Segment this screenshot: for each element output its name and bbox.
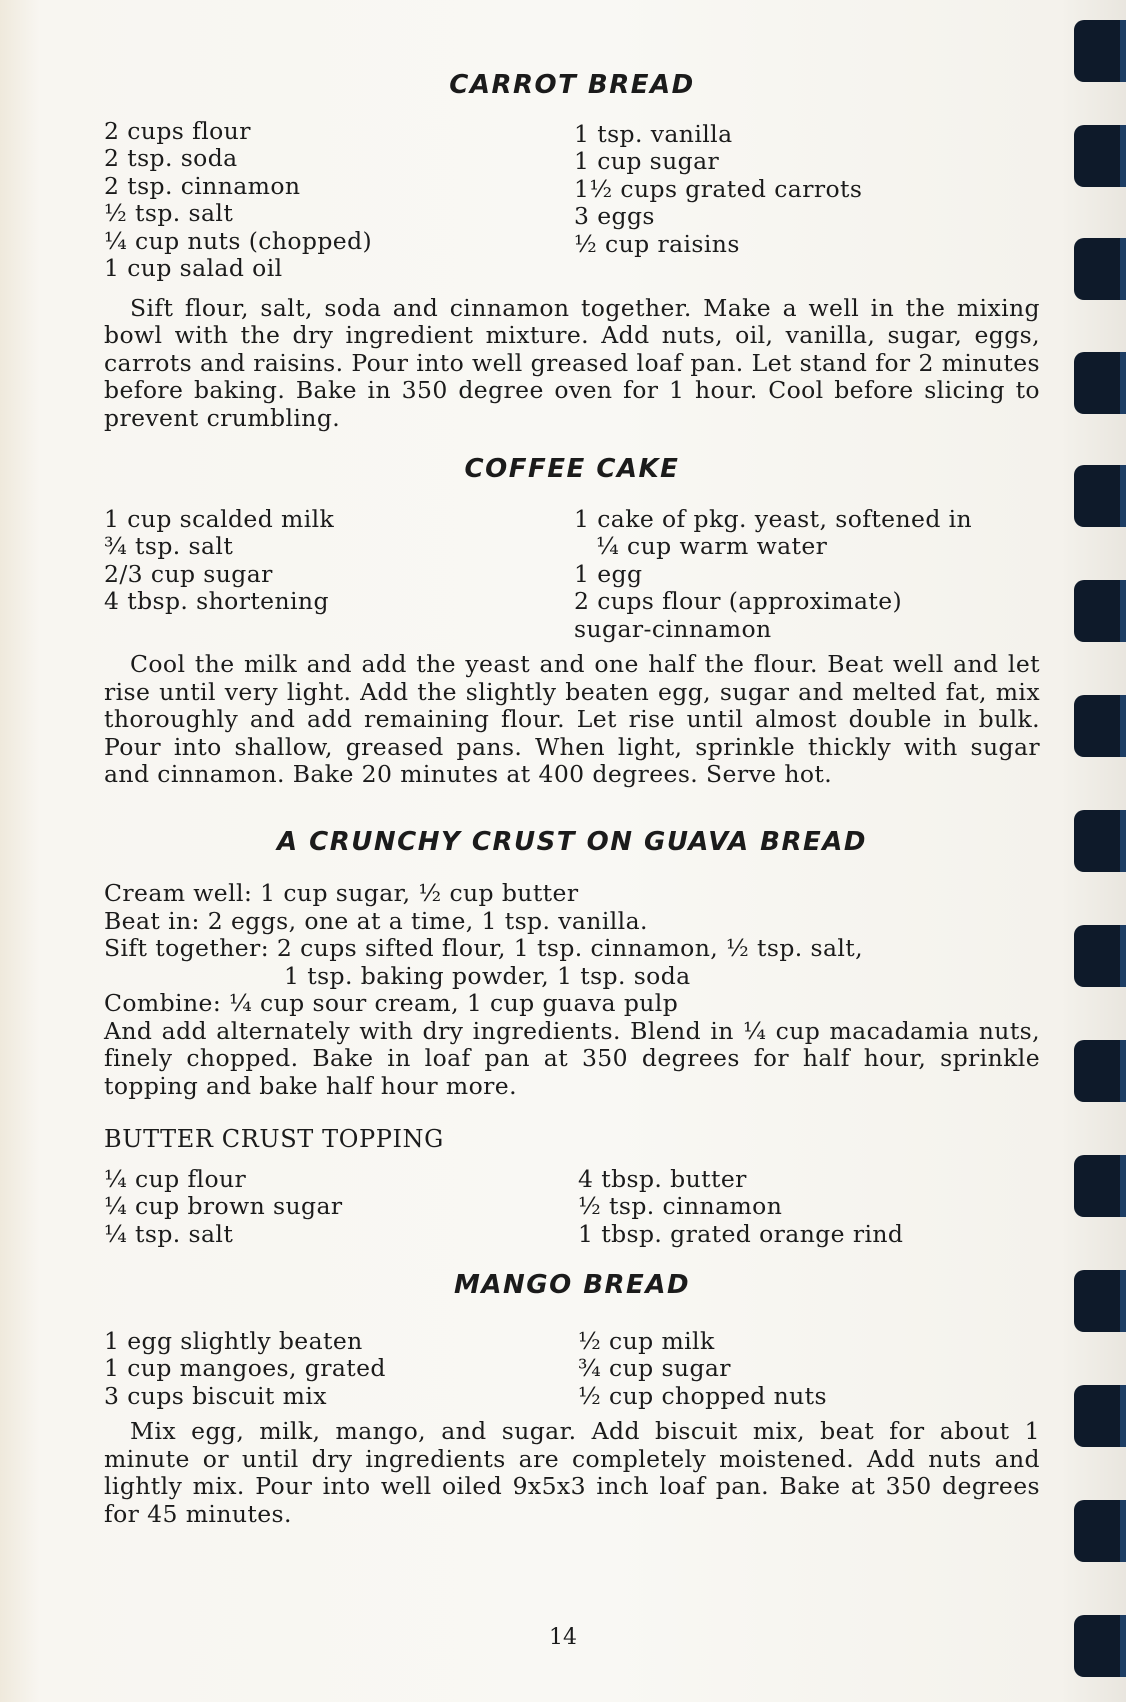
directions-carrot-bread [104,295,1040,433]
page-number: 14 [549,1625,577,1650]
step-line: Sift together: 2 cups sifted flour, 1 tsp. cinnamon, ½ tsp. salt, [104,934,863,962]
ingredient: ¼ cup brown sugar [104,1192,343,1220]
page-content [104,62,1040,1528]
ingredient: ½ cup chopped nuts [578,1381,827,1410]
binding-ring [1074,238,1126,300]
guava-steps [104,880,1040,1100]
ingredient: 1 egg [574,559,643,588]
directions-text: Sift flour, salt, soda and cinnamon together. Make a well in the mixing bowl with the dry ingredient mixture. Add nuts, oil, vanilla, sugar, eggs, carrots and raisins. Pour into well greased loaf pan. Let stand for 2 minutes before baking. Bake in 350 degree oven for 1 hour. Cool before slicing to prevent crumbling. [104,293,1040,432]
ingredient: 1 cup scalded milk [104,504,335,533]
ingredient: ½ cup milk [578,1326,715,1355]
binding-ring [1074,1155,1126,1217]
ingredient: 2 tsp. soda [104,144,238,172]
ingredients-left [104,118,570,283]
ingredient: 4 tbsp. shortening [104,587,329,615]
ingredient: 1 cup sugar [574,147,720,175]
ingredients-mango-bread [104,1328,1040,1411]
binding-ring [1074,925,1126,987]
topping-title: BUTTER CRUST TOPPING [104,1125,444,1153]
recipe-title-mango-bread: MANGO BREAD [453,1270,691,1300]
binding-ring [1074,810,1126,872]
binding-ring [1074,1385,1126,1447]
ingredient: ½ cup raisins [574,229,740,258]
step-line: Combine: ¼ cup sour cream, 1 cup guava pulp [104,989,679,1017]
recipe-title-coffee-cake: COFFEE CAKE [464,454,680,484]
ingredient: ¼ cup flour [104,1164,247,1193]
recipe-title-guava-bread: A CRUNCHY CRUST ON GUAVA BREAD [277,826,867,857]
ingredient: ¼ cup warm water [596,532,828,560]
ingredient: 1½ cups grated carrots [574,174,863,203]
directions-mango-bread [104,1418,1040,1528]
directions-guava-bread: And add alternately with dry ingredients. Blend in ¼ cup macadamia nuts, finely chopped. Bake in loaf pan at 350 degrees for half hour, sprinkle topping and bake half hour more. [104,1016,1040,1100]
step-line: 1 tsp. baking powder, 1 tsp. soda [284,961,691,990]
ingredient: 1 cup salad oil [104,254,283,282]
ingredient: 3 eggs [574,202,655,230]
directions-text: Mix egg, milk, mango, and sugar. Add biscuit mix, beat for about 1 minute or until dry ingredients are completely moistened. Add nuts and lightly mix. Pour into well oiled 9x5x3 inch loaf pan. Bake at 350 degrees for 45 minutes. [104,1417,1040,1528]
ingredient: ¾ cup sugar [578,1354,731,1382]
ingredients-left [104,1328,566,1411]
ingredient: sugar-cinnamon [574,614,772,643]
binding-ring [1074,580,1126,642]
binding-ring [1074,1270,1126,1332]
binding-ring [1074,695,1126,757]
ingredients-right [566,1166,1040,1249]
ingredient: 1 cup mangoes, grated [104,1354,386,1382]
recipe-title-carrot-bread: CARROT BREAD [449,70,695,100]
ingredients-left [104,506,570,644]
ingredients-carrot-bread [104,118,1040,283]
binding-ring [1074,352,1126,414]
ingredients-coffee-cake [104,506,1040,644]
ingredients-right [570,118,1040,283]
ingredient: 2/3 cup sugar [104,559,273,588]
step-line: Beat in: 2 eggs, one at a time, 1 tsp. vanilla. [104,906,648,935]
ingredient: 2 tsp. cinnamon [104,171,301,200]
ingredient: ¼ cup nuts (chopped) [104,226,373,255]
ingredient: 4 tbsp. butter [578,1164,747,1193]
ingredient: 1 tbsp. grated orange rind [578,1219,904,1248]
ingredient: ¾ tsp. salt [104,532,234,560]
binding-ring [1074,125,1126,187]
ingredient: ½ tsp. cinnamon [578,1192,783,1220]
ingredient: ½ tsp. salt [104,199,234,227]
ingredient: 3 cups biscuit mix [104,1381,327,1410]
ingredients-left [104,1166,566,1249]
ingredient: 1 cake of pkg. yeast, softened in [574,504,973,533]
ingredients-topping [104,1166,1040,1249]
ingredient: ¼ tsp. salt [104,1219,234,1248]
ingredient: 1 egg slightly beaten [104,1326,363,1355]
directions-coffee-cake [104,651,1040,789]
binding-ring [1074,1500,1126,1562]
directions-text: Cool the milk and add the yeast and one half the flour. Beat well and let rise until very light. Add the slightly beaten egg, sugar and melted fat, mix thoroughly and add remaining flour. Let rise until almost double in bulk. Pour into shallow, greased pans. When light, sprinkle thickly with sugar and cinnamon. Bake 20 minutes at 400 degrees. Serve hot. [104,650,1040,788]
ingredients-right [566,1328,1040,1411]
binding-ring [1074,1040,1126,1102]
spiral-binding [1066,0,1126,1702]
binding-ring [1074,465,1126,527]
step-line: Cream well: 1 cup sugar, ½ cup butter [104,879,579,907]
ingredient: 2 cups flour [104,116,251,145]
ingredient: 1 tsp. vanilla [574,119,733,148]
binding-ring [1074,20,1126,82]
ingredients-right [570,506,1040,644]
ingredient: 2 cups flour (approximate) [574,587,903,615]
